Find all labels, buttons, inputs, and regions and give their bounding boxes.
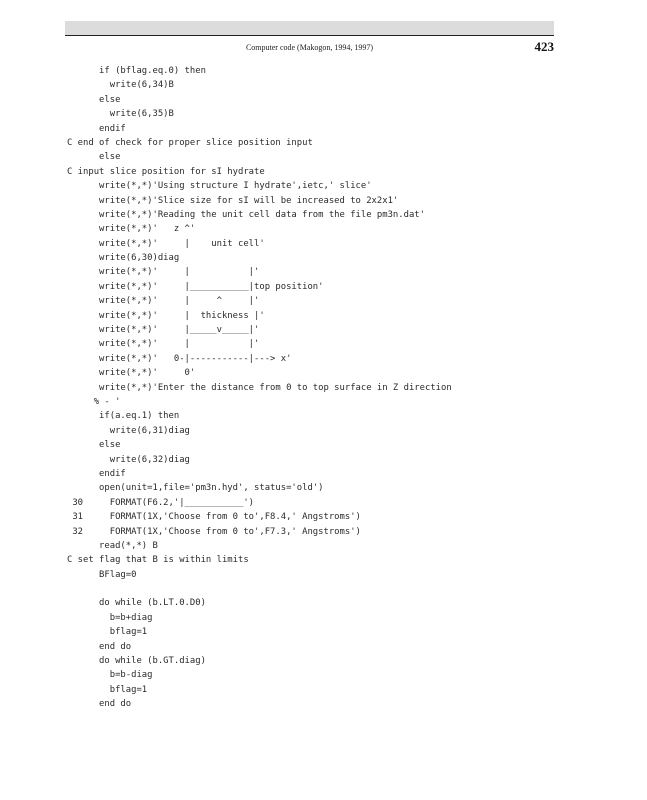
code-line: end do: [67, 699, 132, 710]
code-line: % - ': [67, 396, 121, 407]
code-line: b=b+diag: [67, 612, 153, 623]
code-line: else: [67, 440, 121, 451]
code-line: endif: [67, 123, 126, 134]
running-head: [65, 39, 554, 56]
code-line: write(6,35)B: [67, 109, 174, 120]
code-line: endif: [67, 468, 126, 479]
code-line: do while (b.GT.diag): [67, 656, 206, 667]
code-line: write(*,*)'Slice size for sI will be increased to 2x2x1': [67, 195, 399, 206]
code-line: write(*,*)' |___________|top position': [67, 281, 324, 292]
page-number: 423: [534, 39, 554, 54]
code-line: do while (b.LT.0.D0): [67, 598, 206, 609]
code-line: write(*,*)' z ^': [67, 224, 196, 235]
code-line: write(*,*)' | |': [67, 267, 260, 278]
code-listing: [67, 64, 452, 712]
header-band: [65, 21, 554, 35]
code-line: C end of check for proper slice position input: [67, 137, 313, 148]
code-line: 30 FORMAT(F6.2,'|___________'): [67, 497, 255, 508]
code-line: write(*,*)' | unit cell': [67, 238, 265, 249]
code-line: write(*,*)' | thickness |': [67, 310, 265, 321]
code-line: [67, 582, 452, 596]
code-line: write(6,30)diag: [67, 253, 180, 264]
code-line: C set flag that B is within limits: [67, 555, 249, 566]
code-line: open(unit=1,file='pm3n.hyd', status='old'): [67, 483, 324, 494]
code-line: write(*,*)' | ^ |': [67, 296, 260, 307]
code-line: bflag=1: [67, 627, 148, 638]
code-line: write(6,31)diag: [67, 425, 190, 436]
code-line: if(a.eq.1) then: [67, 411, 180, 422]
code-line: else: [67, 152, 121, 163]
header-rule: [65, 35, 554, 36]
code-line: bflag=1: [67, 684, 148, 695]
code-line: write(*,*)'Reading the unit cell data from the file pm3n.dat': [67, 209, 425, 220]
code-line: write(*,*)'Enter the distance from 0 to top surface in Z direction: [67, 382, 452, 393]
code-line: write(*,*)' 0-|-----------|---> x': [67, 353, 292, 364]
code-line: end do: [67, 641, 132, 652]
code-line: write(6,32)diag: [67, 454, 190, 465]
code-line: 31 FORMAT(1X,'Choose from 0 to',F8.4,' Angstroms'): [67, 512, 361, 523]
code-line: b=b-diag: [67, 670, 153, 681]
code-line: if (bflag.eq.0) then: [67, 66, 206, 76]
running-title: Computer code (Makogon, 1994, 1997): [245, 43, 374, 52]
code-line: read(*,*) B: [67, 540, 158, 551]
code-line: else: [67, 94, 121, 105]
code-line: write(*,*)' 0': [67, 368, 196, 379]
code-line: C input slice position for sI hydrate: [67, 166, 265, 177]
code-line: write(*,*)' | |': [67, 339, 260, 350]
code-line: write(*,*)'Using structure I hydrate',ietc,' slice': [67, 181, 372, 192]
code-line: write(*,*)' |_____v_____|': [67, 325, 260, 336]
code-line: 32 FORMAT(1X,'Choose from 0 to',F7.3,' Angstroms'): [67, 526, 361, 537]
code-line: write(6,34)B: [67, 80, 174, 91]
code-line: BFlag=0: [67, 569, 137, 580]
